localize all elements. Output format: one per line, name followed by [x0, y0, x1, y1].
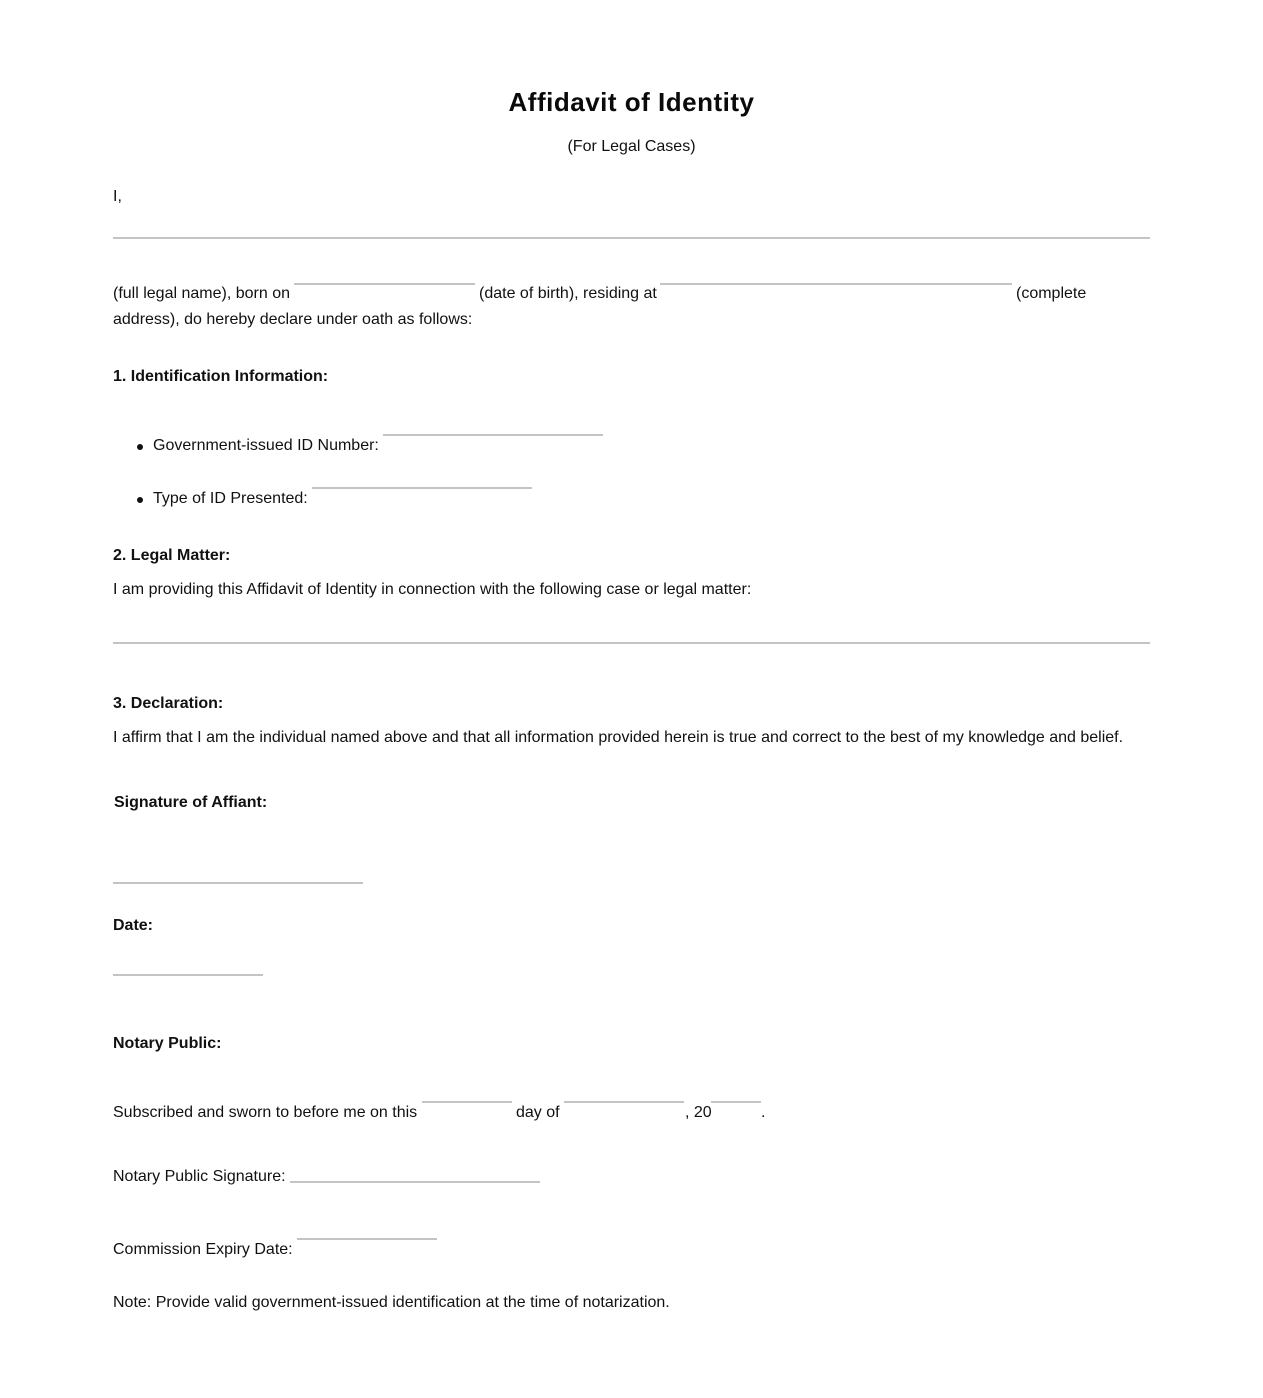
date-label: Date:	[113, 917, 154, 934]
date-field[interactable]	[113, 974, 263, 994]
document-subtitle: (For Legal Cases)	[567, 138, 696, 155]
date-of-birth-field[interactable]	[294, 283, 475, 303]
sworn-day-field[interactable]	[422, 1101, 512, 1121]
dob-label: (date of birth), residing at	[479, 285, 657, 302]
address-field[interactable]	[660, 283, 1012, 303]
document-title: Affidavit of Identity	[508, 87, 755, 117]
address-label-part1: (complete	[1016, 285, 1087, 302]
sworn-prefix: Subscribed and sworn to before me on this	[113, 1104, 418, 1121]
notary-heading: Notary Public:	[113, 1035, 222, 1052]
full-name-label: (full legal name), born on	[113, 285, 290, 302]
address-label-part2: address), do hereby declare under oath as follows:	[113, 311, 473, 328]
bullet-icon	[137, 444, 143, 450]
id-number-field[interactable]	[383, 434, 603, 454]
full-name-field[interactable]	[113, 237, 1150, 257]
notary-signature-field[interactable]	[290, 1181, 540, 1201]
id-number-label: Government-issued ID Number:	[153, 437, 379, 454]
legal-matter-text: I am providing this Affidavit of Identity in connection with the following case or legal matter:	[113, 581, 752, 598]
intro-opening: I,	[113, 188, 122, 205]
sworn-year-field[interactable]	[711, 1101, 761, 1121]
section2-heading: 2. Legal Matter:	[113, 547, 231, 564]
sworn-period: .	[761, 1104, 766, 1121]
notary-note: Note: Provide valid government-issued identification at the time of notarization.	[113, 1294, 670, 1311]
declaration-text: I affirm that I am the individual named above and that all information provided herein is true and correct to the best of my knowledge and belief.	[113, 729, 1124, 746]
id-type-field[interactable]	[312, 487, 532, 507]
affiant-signature-field[interactable]	[113, 882, 363, 902]
sworn-month-field[interactable]	[564, 1101, 684, 1121]
year-prefix: , 20	[685, 1104, 712, 1121]
notary-signature-label: Notary Public Signature:	[113, 1168, 286, 1185]
commission-expiry-field[interactable]	[297, 1238, 437, 1258]
section1-heading: 1. Identification Information:	[113, 368, 329, 385]
id-type-label: Type of ID Presented:	[153, 490, 308, 507]
legal-matter-field[interactable]	[113, 642, 1150, 662]
signature-label: Signature of Affiant:	[114, 794, 268, 811]
day-of-label: day of	[516, 1104, 560, 1121]
bullet-icon	[137, 497, 143, 503]
expiry-label: Commission Expiry Date:	[113, 1241, 293, 1258]
section3-heading: 3. Declaration:	[113, 695, 224, 712]
